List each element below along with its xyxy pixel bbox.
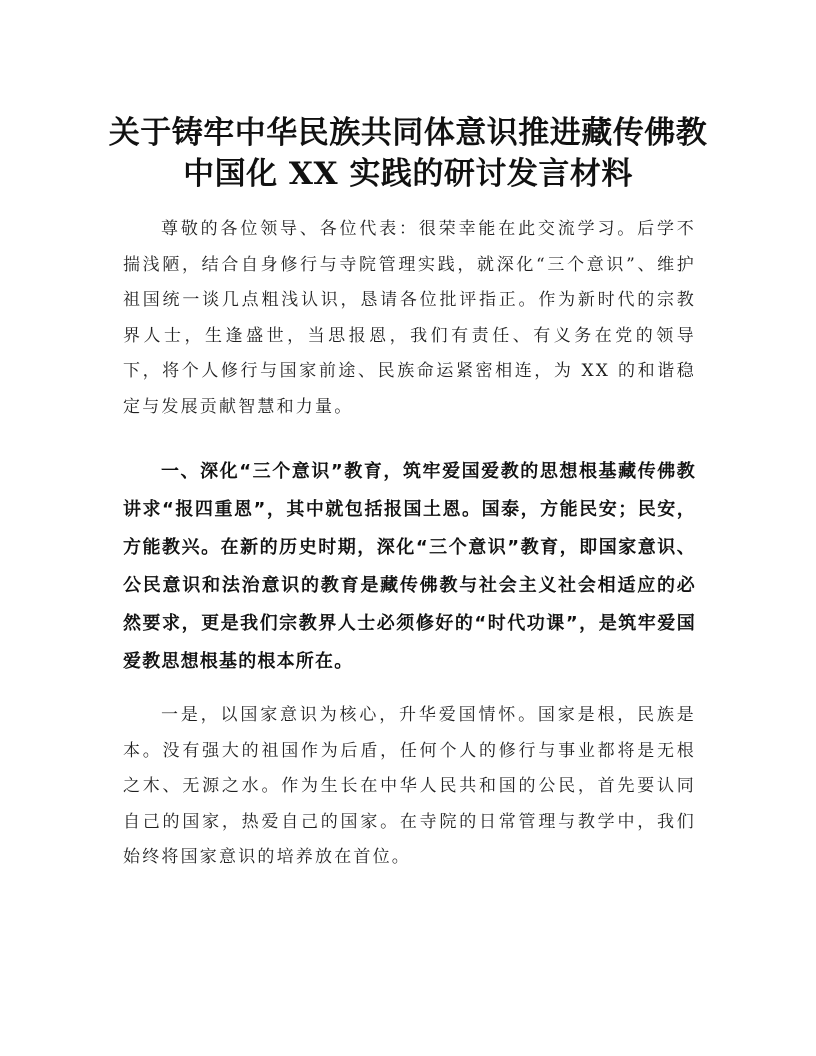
title-line-2: 中国化 XX 实践的研讨发言材料 [183, 156, 633, 192]
body-paragraph: 一是，以国家意识为核心，升华爱国情怀。国家是根，民族是本。没有强大的祖国作为后盾，任何个人的修行与事业都将是无根之木、无源之水。作为生长在中华人民共和国的公民，首先要认同自己的国家，热爱自己的国家。在寺院的日常管理与教学中，我们始终将国家意识的培养放在首位。 [123, 705, 696, 867]
opening-paragraph: 尊敬的各位领导、各位代表：很荣幸能在此交流学习。后学不揣浅陋，结合自身修行与寺院管理实践，就深化“三个意识”、维护祖国统一谈几点粗浅认识，恳请各位批评指正。作为新时代的宗教界人士，生逢盛世，当思报恩，我们有责任、有义务在党的领导下，将个人修行与国家前途、民族命运紧密相连，为 XX 的和谐稳定与发展贡献智慧和力量。 [123, 219, 696, 417]
title-line-1: 关于铸牢中华民族共同体意识推进藏传佛教 [108, 115, 708, 151]
section-heading-paragraph: 一、深化“三个意识”教育，筑牢爱国爱教的思想根基藏传佛教讲求“报四重恩”，其中就包括报国土恩。国泰，方能民安；民安，方能教兴。在新的历史时期，深化“三个意识”教育，即国家意识、公民意识和法治意识的教育是藏传佛教与社会主义社会相适应的必然要求，更是我们宗教界人士必须修好的“时代功课”，是筑牢爱国爱教思想根基的根本所在。 [123, 461, 696, 672]
document-title [100, 113, 716, 195]
